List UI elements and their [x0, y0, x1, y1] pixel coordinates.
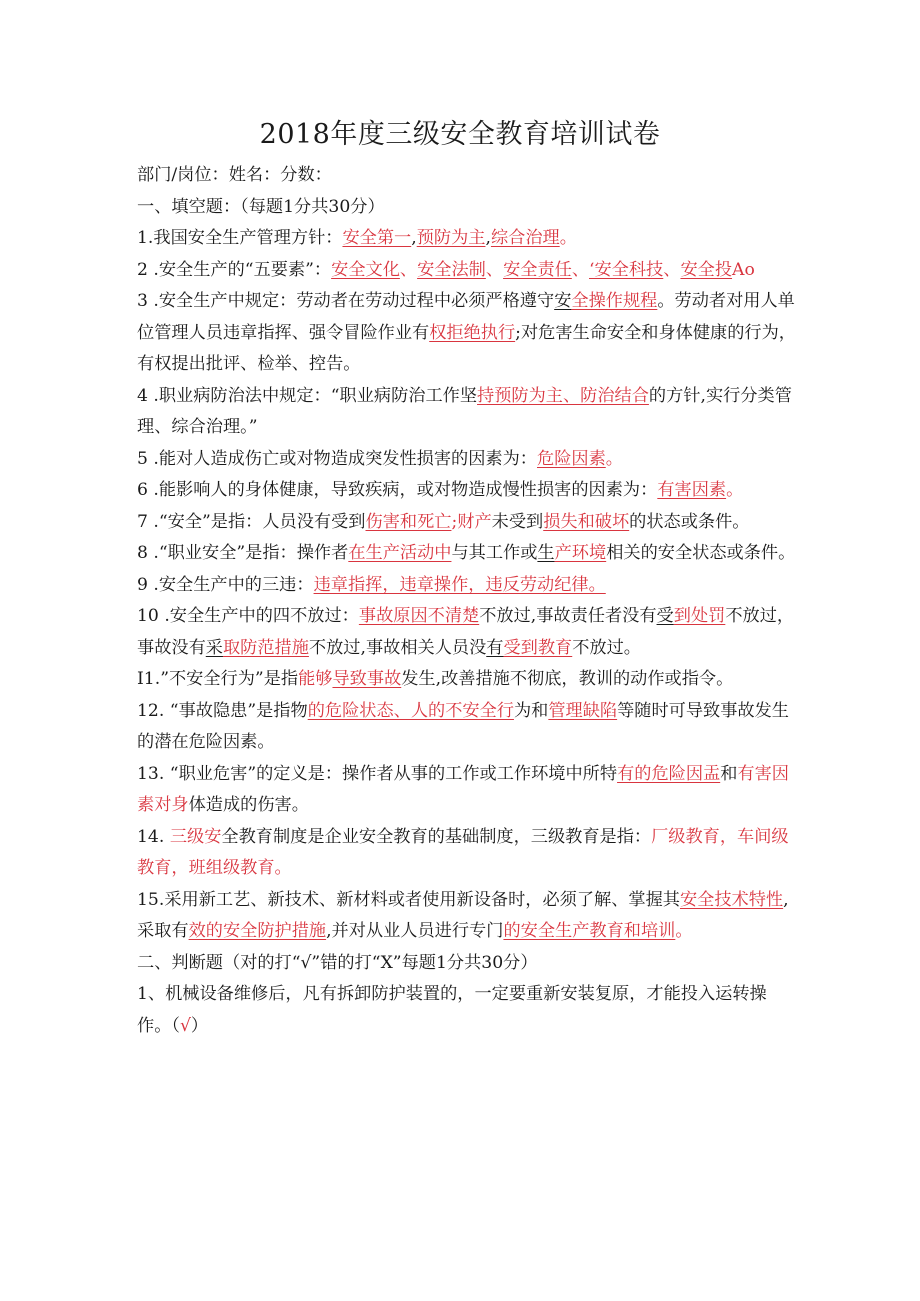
question-13: 13. “职业危害”的定义是：操作者从事的工作或工作环境中所特有的危险因盂和有害因素对身体造成的伤害。 [137, 763, 789, 815]
answer: 导致事故 [332, 669, 402, 689]
answer: 的安全生产教育和培训 [503, 921, 676, 941]
answer: 取防范措施 [222, 637, 309, 658]
answer: 危险因素 [537, 448, 606, 469]
question-9: 9 .安全生产中的三违：违章指挥，违章操作，违反劳动纪律。 [137, 574, 606, 595]
question-2: 2 .安全生产的“五要素”：安全文化、安全法制、安全责任、‘安全科技、安全投Ao [137, 259, 755, 280]
answer: 的危险状态、人的不安全行 [307, 700, 514, 721]
answer: 有的危险因盂 [617, 763, 721, 784]
section-heading-fill-blank: 一、填空题：（每题1分共30分） [137, 196, 385, 217]
question-15: 15.采用新工艺、新技术、新材料或者使用新设备时，必须了解、掌握其安全技术特性,采取有效的安全防护措施,并对从业人员进行专门的安全生产教育和培训。 [137, 889, 789, 941]
answer: 效的安全防护措施 [188, 921, 327, 941]
answer: 违章指挥，违章操作，违反劳动纪律。 [313, 574, 606, 595]
answer: 综合治理 [490, 228, 560, 248]
answer: 产环境 [554, 543, 607, 563]
answer: 有害因素对身 [137, 763, 789, 815]
answer: 安全技术特性 [679, 889, 784, 910]
answer: ‘安全科技 [589, 259, 664, 280]
question-14: 14. 三级安全教育制度是企业安全教育的基础制度，三级教育是指：厂级教育，车间级教育，班组级教育。 [137, 826, 789, 878]
question-4: 4 .职业病防治法中规定：“职业病防治工作坚持预防为主、防治结合的方针,实行分类管理、综合治理。” [137, 385, 792, 437]
question-3: 3 .安全生产中规定：劳动者在劳动过程中必须严格遵守安全操作规程。劳动者对用人单位管理人员违章指挥、强令冒险作业有权拒绝执行;对危害生命安全和身体健康的行为，有权提出批评、检举、控告。 [137, 291, 796, 374]
answer: 安全第一 [342, 228, 412, 248]
answer: 在生产活动中 [348, 543, 452, 563]
answer: 权拒绝执行 [429, 322, 516, 343]
question-7: 7 .“安全”是指：人员没有受到伤害和死亡;财产未受到损失和破坏的状态或条件。 [137, 511, 750, 532]
question-5: 5 .能对人造成伤亡或对物造成突发性损害的因素为：危险因素。 [137, 448, 623, 469]
answer: 安全责任 [503, 259, 572, 280]
question-1: 1.我国安全生产管理方针：安全第一,预防为主,综合治理。 [137, 228, 577, 248]
answer: √ [179, 1015, 191, 1036]
question-10: 10 .安全生产中的四不放过：事故原因不清楚不放过,事故责任者没有受到处罚不放过，事故没有采取防范措施不放过,事故相关人员没有受到教育不放过。 [137, 606, 795, 658]
exam-body [137, 160, 797, 1042]
answer: 持预防为主、防治结合 [477, 385, 649, 406]
answer: 预防为主 [416, 228, 486, 248]
page-title: 2018年度三级安全教育培训试卷 [259, 119, 661, 150]
header-line: 部门/岗位：姓名：分数： [137, 165, 332, 185]
answer: 厂级教育，车间级教育，班组级教育。 [137, 826, 789, 878]
judgement-1: 1、机械设备维修后，凡有拆卸防护装置的，一定要重新安装复原，才能投入运转操作。（√） [137, 984, 767, 1036]
question-6: 6 .能影响人的身体健康，导致疾病，或对物造成慢性损害的因素为：有害因素。 [137, 480, 744, 500]
answer: 安全法制 [417, 259, 486, 280]
answer: 有害因素 [657, 480, 727, 500]
answer: 安全文化 [331, 259, 400, 280]
answer: 受到教育 [503, 637, 573, 658]
answer: 管理缺陷 [548, 700, 618, 721]
answer: 全操作规程 [571, 291, 658, 311]
answer: 伤害和死亡 [365, 511, 452, 532]
answer: 事故原因不清楚 [358, 606, 480, 626]
question-11: I1.”不安全行为”是指能够导致事故发生,改善措施不彻底，教训的动作或指令。 [137, 669, 734, 689]
answer: 损失和破坏 [543, 511, 630, 532]
answer: 安全投 [680, 259, 733, 280]
question-8: 8 .“职业安全”是指：操作者在生产活动中与其工作或生产环境相关的安全状态或条件。 [137, 543, 796, 563]
question-12: 12. “事故隐患”是指物的危险状态、人的不安全行为和管理缺陷等随时可导致事故发生的潜在危险因素。 [137, 700, 789, 752]
answer: 到处罚 [673, 606, 726, 626]
section-heading-true-false: 二、判断题（对的打“√”错的打“X”每题1分共30分） [137, 952, 538, 973]
